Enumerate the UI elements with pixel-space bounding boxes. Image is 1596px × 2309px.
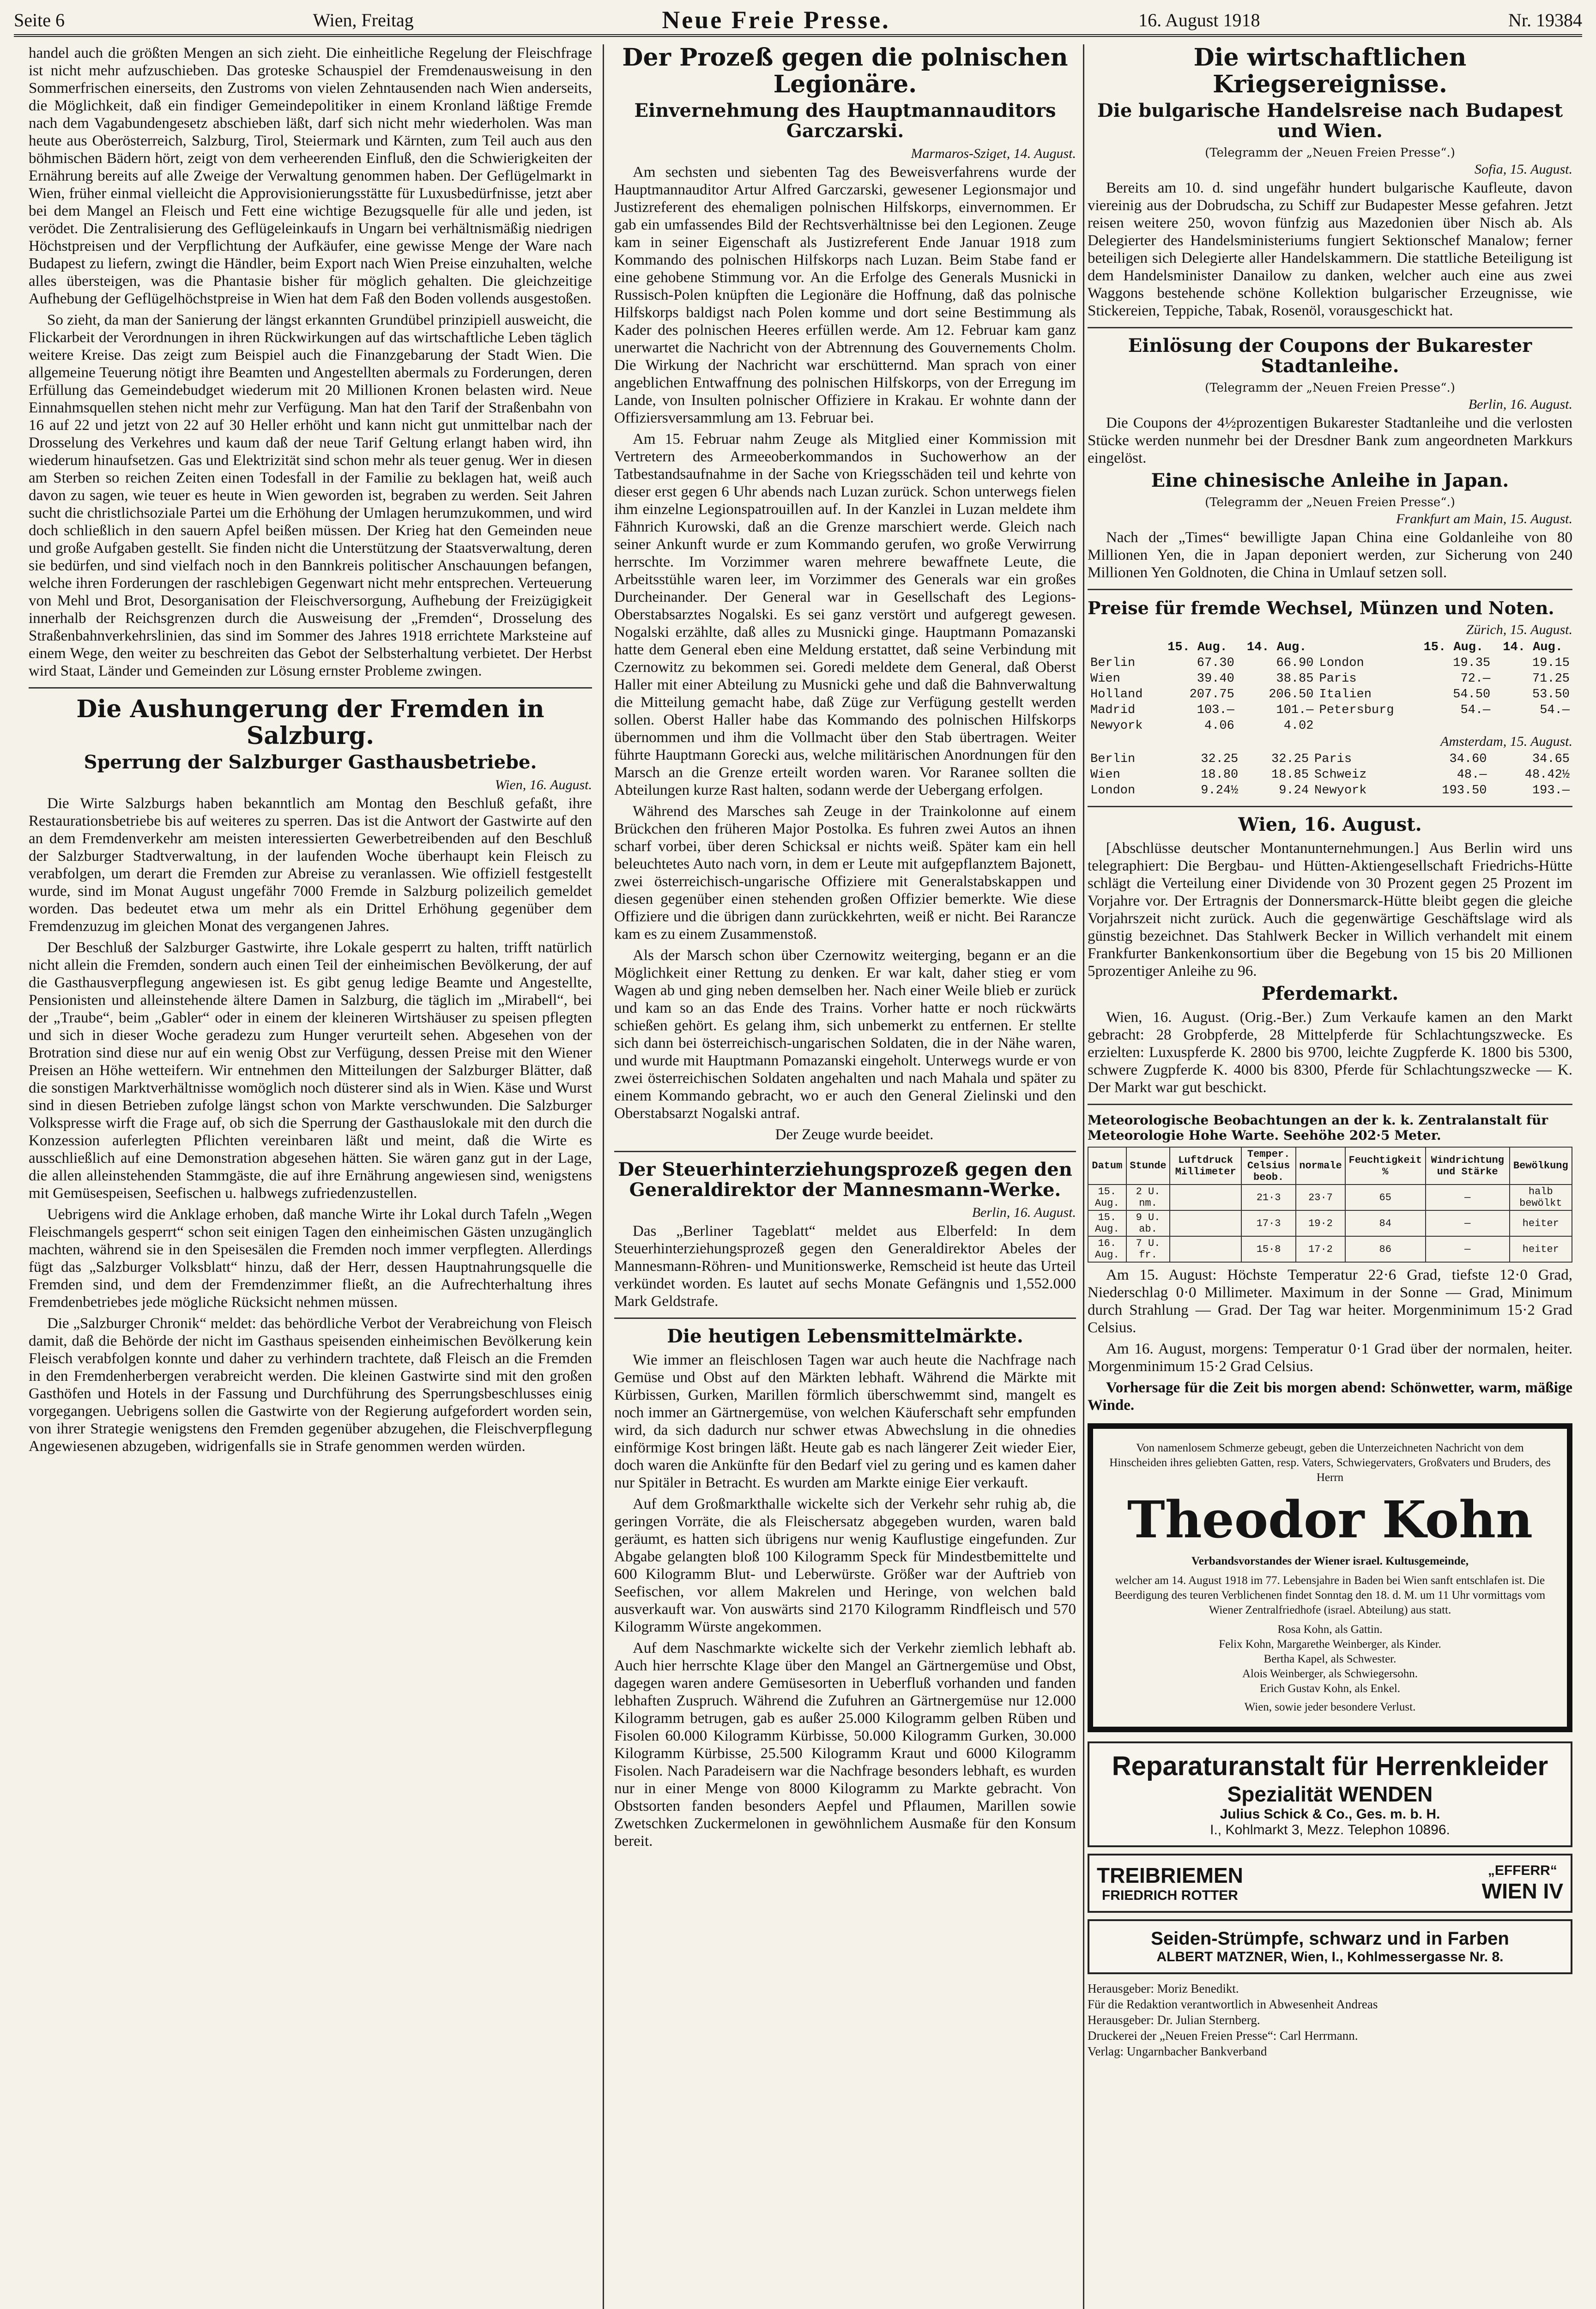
column-header: Feuchtigkeit % (1345, 1147, 1426, 1185)
table-cell: Italien (1319, 688, 1372, 701)
notice-text: welcher am 14. August 1918 im 77. Lebensjahre in Baden bei Wien sanft entschlafen ist. Die Beerdigung des teuren Verblichenen findet Sonntag den 18. d. M. um 11 Uhr vormittags vom Wiener Zentralfriedhofe (israel. Abteilung) aus statt. (1114, 1574, 1546, 1616)
article-paragraph: Am 15. August: Höchste Temperatur 22·6 Grad, tiefste 12·0 Grad, Niederschlag 0·0 Millimeter. Maximum in der Sonne — Grad, Minimum durch Strahlung — Grad. Der Tag war heiter. Morgenminimum 15·2 Grad Celsius. (1088, 1267, 1572, 1336)
table-cell: — (1426, 1185, 1510, 1210)
dateline: Zürich, 15. August. (1466, 622, 1572, 637)
imprint-line: Für die Redaktion verantwortlich in Abwesenheit Andreas (1088, 1997, 1378, 2011)
article-paragraph: Auf dem Großmarkthalle wickelte sich der Verkehr sehr ruhig ab, die geringen Vorräte, die als Fleischersatz abgegeben wurden, waren bald geräumt, es hatten sich übrigens nur wenig Kauflustige eingefunden. Zur Abgabe gelangten bloß 100 Kilogramm Speck für Mindestbemittelte und 600 Kilogramm Blut- und Leberwürste. Größer war der Auftrieb von Seefischen, vor allem Makrelen und Heringe, von welchen bald ausverkauft war. Von auswärts sind 2170 Kilogramm Rindfleisch und 570 Kilogramm Würste angekommen. (614, 1496, 1076, 1635)
signature: Bertha Kapel, als Schwester. (1264, 1653, 1396, 1665)
table-cell: 67.30 (1197, 656, 1234, 670)
exchange-row (1088, 783, 1572, 798)
table-cell: 34.65 (1532, 752, 1570, 766)
table-cell: Berlin (1090, 752, 1136, 766)
weather-row (1088, 1185, 1572, 1210)
table-cell: 18.80 (1201, 768, 1239, 782)
dateline: Berlin, 16. August. (972, 1205, 1076, 1220)
dateline: Berlin, 16. August. (1468, 397, 1572, 412)
table-cell: 207.75 (1189, 688, 1234, 701)
table-cell: 19.15 (1532, 656, 1570, 670)
imprint-line: Herausgeber: Moriz Benedikt. (1088, 1982, 1239, 1995)
article-paragraph: So zieht, da man der Sanierung der längst erkannten Grundübel prinzipiell ausweicht, die Flickarbeit der Verordnungen in ihren Rückwirkungen auf das wirtschaftliche Leben täglich weitere Kreise. Das zeigt zum Beispiel auch die Finanzgebarung der Stadt Wien. Die allgemeine Teuerung nötigt ihre Beamten und Angestellten abermals zu Forderungen, deren Erfüllung das Gemeindebudget wiederum mit 20 Millionen Kronen belasten wird. Neue Einnahmsquellen stehen nicht mehr zur Verfügung. Man hat den Tarif der Straßenbahn von 16 auf 22 und jetzt von 22 auf 30 Heller erhöht und kann nicht gut unmittelbar nach der Drosselung des Verkehres und kaum daß der neue Tarif Geltung erlangt haben wird, ihn wiederum hinaufsetzen. Gas und Elektrizität sind schon mehr als teuer genug. Wer in diesen am Sterben so reichen Zeiten einen Todesfall in der Familie zu beklagen hat, weiß auch davon zu sagen, wie teuer es heute in Wien geworden ist, begraben zu werden. Seit Jahren sucht die christlichsoziale Partei um die Erhöhung der Umlagen herumzukommen, und wird doch schließlich in den sauern Apfel beißen müssen. Der Krieg hat den Gemeinden neue und große Aufgaben gestellt. Sie finden nicht die Unterstützung der Staatsverwaltung, deren sie bedürfen, und sind vielfach noch in den Bannkreis politischer Anschauungen befangen, welche ihren Forderungen der raschlebigen Gegenwart nicht mehr entsprechen. Verteuerung von Mehl und Brot, Desorganisation der Fleischversorgung, Aufhebung der Freizügigkeit innerhalb der Reichsgrenzen durch die Ausweisung der „Fremden“, Drosselung des Straßenbahnverkehrslinien, das sind im Sommer des Jahres 1918 errichtete Marksteine auf einem Wege, den weiter zu beschreiten das Gebot der Selbsterhaltung verbietet. Der Herbst wird Staat, Länder und Gemeinden zur Lösung ernster Probleme zwingen. (29, 312, 592, 679)
column-rule (603, 44, 604, 2309)
telegram-note: (Telegramm der „Neuen Freien Presse“.) (1205, 146, 1455, 160)
advertisement-tailor (1088, 1741, 1572, 1847)
page-header (14, 6, 1582, 37)
table-cell: 65 (1345, 1185, 1426, 1210)
table-cell: — (1426, 1236, 1510, 1262)
article-paragraph: Uebrigens wird die Anklage erhoben, daß manche Wirte ihr Lokal durch Tafeln „Wegen Fleischmangels gesperrt“ schon seit einigen Tagen den einheimischen Gästen unzugänglich machten, während sie in den Speisesälen die Fremden noch immer verpflegten. Allerdings fügt das „Salzburger Volksblatt“ hinzu, daß der Herr, dessen Hauptnahrungsquelle die Fremden sind, und dem der Fremdenzimmer fließt, an die Aufrechterhaltung ihres Fremdenbetriebes jede mögliche Rücksicht nehmen müssen. (29, 1206, 592, 1311)
exchange-row (1088, 655, 1572, 671)
table-cell: 86 (1345, 1236, 1426, 1262)
table-cell: 19·2 (1296, 1210, 1345, 1236)
deceased-role: Verbandsvorstandes der Wiener israel. Kultusgemeinde, (1191, 1555, 1469, 1567)
column-rule (1083, 44, 1084, 2309)
divider (614, 1151, 1076, 1152)
table-cell: Newyork (1314, 784, 1367, 798)
table-cell (1493, 718, 1572, 734)
table-cell: 7 U. fr. (1126, 1236, 1170, 1262)
table-cell: Schweiz (1314, 768, 1367, 782)
table-cell: 9.24½ (1201, 784, 1239, 798)
table-cell (1170, 1210, 1241, 1236)
issue-number: Nr. 19384 (1508, 9, 1582, 30)
table-cell: 16. Aug. (1088, 1236, 1126, 1262)
ad-firm: FRIEDRICH ROTTER (1101, 1888, 1238, 1903)
column-header: Datum (1088, 1147, 1126, 1185)
article-paragraph: Die „Salzburger Chronik“ meldet: das behördliche Verbot der Verabreichung von Fleisch damit, daß die Behörde der nicht im Gasthaus speisenden einheimischen Bevölkerung kein Fleisch verabfolgen konnte und daher zu verhindern trachtete, daß Fleisch an die Fremden in den Fremdenherbergen verabreicht werden. Die kleinen Gastwirte sind mit den großen Gasthöfen und Hotels in der Fassung und Durchführung des Sperrungsbeschlusses einig vorgegangen. Uebrigens sollen die Gastwirte von der Regierung aufgefordert worden sein, von ihrer Strategie wenigstens den Fremden gegenüber abzugehen, die Fleischverpflegung Angewiesenen abzugeben, widrigenfalls sie in Strafe genommen werden würden. (29, 1315, 592, 1455)
headline: Einlösung der Coupons der Bukarester Stadtanleihe. (1128, 335, 1532, 377)
article-paragraph: Das „Berliner Tageblatt“ meldet aus Elberfeld: In dem Steuerhinterziehungsprozeß gegen den Generaldirektor Abeles der Mannesmann-Röhren- und Munitionswerke, Remscheid ist heute das Urteil verkündet worden. Es lautet auf sechs Monate Gefängnis und 1,552.000 Mark Geldstrafe. (614, 1223, 1076, 1310)
article-paragraph: Bereits am 10. d. sind ungefähr hundert bulgarische Kaufleute, davon viereinig aus der Dobrudscha, zu Schiff zur Budapester Messe gefahren. Jetzt reisen weitere 250, wovon fünfzig aus Mazedonien über Nisch ab. Als Delegierter des Handelsministeriums fungiert Sektionschef Manalow; ferner beteiligen sich Delegierte aller Handelskammern. Die stattliche Beteiligung ist dem Handelsminister Danailow zu danken, welcher auch eine aus zwei Waggons bestehende schöne Kollektion bulgarischer Erzeugnisse, wie Stickereien, Teppiche, Tabak, Rosenöl, vorausgeschickt hat. (1088, 180, 1572, 319)
imprint-line: Verlag: Ungarnbacher Bankverband (1088, 2044, 1267, 2058)
weather-table (1088, 1147, 1572, 1263)
article-paragraph: Wie immer an fleischlosen Tagen war auch heute die Nachfrage nach Gemüse und Obst auf den Märkten lebhaft. Während die Märkte mit Kürbissen, Gurken, Marillen förmlich überschwemmt sind, mangelt es noch immer an Gärtnergemüse, von welchen Käuferschaft sehr empfunden wird, da sich dadurch nur schwer etwas Abwechslung in die ohnedies einförmige Kost bringen läßt. Heute gab es nach längerer Zeit wieder Eier, doch waren die Ankünfte für den Bedarf viel zu gering und es kamen daher nur Spitäler in Betracht. Es wurden am Markte einige Eier verkauft. (614, 1352, 1076, 1491)
table-cell: 21·3 (1241, 1185, 1296, 1210)
city-day: Wien, Freitag (313, 9, 414, 30)
dateline: Wien, 16. August. (495, 777, 592, 792)
imprint (1088, 1981, 1572, 2059)
divider (29, 687, 592, 689)
table-cell: 17·3 (1241, 1210, 1296, 1236)
ad-firm: Julius Schick & Co., Ges. m. b. H. (1220, 1807, 1440, 1822)
table-cell: halb bewölkt (1510, 1185, 1572, 1210)
table-cell: 4.06 (1204, 719, 1234, 733)
table-cell: 2 U. nm. (1126, 1185, 1170, 1210)
article-paragraph: handel auch die größten Mengen an sich zieht. Die einheitliche Regelung der Fleischfrage ist nicht mehr aufzuschieben. Das groteske Schauspiel der Fremdenausweisung in den Sommerfrischen einerseits, den Zustroms von vielen Zehntausenden nach Wien anderseits, die Möglichkeit, daß ein findiger Gemeindepolitiker in einem Kronland läßtige Fremde nach dem Vagabundengesetz abschieben läßt, darf sich nicht mehr wiederholen. Was man heute aus Oberösterreich, Salzburg, Tirol, Steiermark und Kärnten, zum Teil auch aus den böhmischen Bädern hört, zeigt von dem verheerenden Einfluß, den die Schwierigkeiten der Ernährung bereits auf alle Zweige der Verwaltung genommen haben. Der Geflügelmarkt in Wien, früher einmal vielleicht die Approvisionierungsstätte für Luxusbedürfnisse, jetzt aber bei dem Mangel an Fleisch und Fett eine wichtige Bezugsquelle für alle und jeden, ist verödet. Die Zentralisierung des Geflügeleinkaufs in Ungarn bei verhältnismäßig niedrigen Höchstpreisen und der Verpflichtung der Aufkäufer, eine gewisse Menge der Ware nach Budapest zu liefern, zwingt die Händler, beim Export nach Wien Preise einzuhalten, welche alles übersteigen, was die Phantasie bisher für möglich gehalten. Die gleichzeitige Aufhebung der Geflügelhöchstpreise in Wien hat dem Faß den Boden vollends ausgestoßen. (29, 45, 592, 307)
table-cell: Newyork (1090, 719, 1143, 733)
headline: Der Steuerhinterziehungsprozeß gegen den Generaldirektor der Mannesmann-Werke. (618, 1159, 1072, 1201)
exchange-row (1088, 718, 1572, 734)
table-cell: London (1090, 784, 1136, 798)
page-number: Seite 6 (14, 9, 65, 30)
table-cell: 193.— (1532, 784, 1570, 798)
article-paragraph: Der Beschluß der Salzburger Gastwirte, ihre Lokale gesperrt zu halten, trifft natürlich nicht allein die Fremden, sondern auch einen Teil der einheimischen Bevölkerung, der auf die Gasthausverpflegung angewiesen ist. Es gibt genug ledige Beamte und Angestellte, Pensionisten und alleinstehende ältere Damen in Salzburg, die täglich im „Mirabell“, bei der „Traube“, beim „Gabler“ oder in einem der kleineren Wirtshäuser zu speisen pflegten und sich in dieser Woche geradezu zum Hunger verurteilt sehen. Abgesehen von der Brotration sind diese nur auf ein wenig Obst zur Verfügung, dessen Preise mit den Wiener Preisen an Höhe wetteifern. Wir entnehmen den Mitteilungen der Salzburger Blätter, daß die sonstigen Marktverhältnisse womöglich noch düsterer sind als in Wien. Käse und Wurst sind in diesen Betrieben zufolge längst schon von Markte verschwunden. Die Salzburger Volkspresse wirft die Frage auf, ob sich die Sperrung der Gasthauslokale mit den durch die Konzession auferlegten Pflichten vereinbaren läßt und meint, daß die Wirte es ausschließlich auf eine Demonstration abgesehen hätten. Sie wären ganz gut in der Lage, die allen alleinstehenden Stammgäste, die auf ihre Ernährung angewiesen sind, wenigstens mit Gemüsespeisen, Seefischen u. halbwegs zufriedenzustellen. (29, 939, 592, 1202)
table-cell: 15. Aug. (1088, 1210, 1126, 1236)
subheadline: Einvernehmung des Hauptmannauditors Garczarski. (634, 100, 1056, 142)
article-paragraph: Auf dem Naschmarkte wickelte sich der Verkehr ziemlich lebhaft ab. Auch hier herrschte Klage über den Mangel an Gärtnergemüse und Obst, dagegen waren andere Gemüsesorten in Ueberfluß vorhanden und fanden lebhaften Zuspruch. Während die Zufuhren an Gärtnergemüse nur 12.000 Kilogramm betrugen, gab es außer 25.000 Kilogramm gelben Rüben und Fisolen 60.000 Kilogramm Kürbisse, 50.000 Kilogramm Gurken, 30.000 Kilogramm Kürbisse, 25.500 Kilogramm Kraut und 6000 Kilogramm Fisolen. Nach Paradeisern war die Nachfrage besonders lebhaft, es wurden nur in einer Menge von 8000 Kilogramm zu Markte gebracht. Von Obstsorten fanden besonders Aepfel und Pflaumen, Marillen sowie Zwetschken Zuckermelonen in gewöhnlichem Ausmaße für den Konsum bereit. (614, 1640, 1076, 1850)
table-cell: Paris (1319, 672, 1357, 686)
column-middle (614, 44, 1076, 2309)
weather-row (1088, 1210, 1572, 1236)
table-cell: 23·7 (1296, 1185, 1345, 1210)
article-paragraph: Am sechsten und siebenten Tag des Beweisverfahrens wurde der Hauptmannauditor Artur Alfred Garczarski, gewesener Legionsmajor und Justizreferent des ehemaligen polnischen Hilfskorps, einvernommen. Er gab ein umfassendes Bild der Rechtsverhältnisse bei den Legionen. Zeuge kam in seiner Eigenschaft als Justizreferent Ende Januar 1918 zum Kommando des polnischen Hilfskorps nach Luzan. Beim Stabe fand er eine gehobene Stimmung vor. An die Erfolge des Generals Musnicki in Russisch-Polen knüpften die Legionäre die Hoffnung, daß das polnische Hilfskorps baldigst nach Polen komme und dort seine Bestimmung als Kader des polnischen Heeres erfüllen werde. Am 12. Februar kam ganz unerwartet die Nachricht von der Abtrennung des Gouvernements Cholm. Die Wirkung der Nachricht war erschütternd. Man sprach von einer angeblichen Entwaffnung des polnischen Hilfskorps, von der Erregung im Lande, von Insulten polnischer Offiziere in Krakau. Er wohnte dann der Offiziersversammlung am 13. Februar bei. (614, 164, 1076, 426)
deceased-name: Theodor Kohn (1127, 1490, 1533, 1549)
signature: Rosa Kohn, als Gattin. (1277, 1623, 1383, 1636)
headline: Die wirtschaftlichen Kriegsereignisse. (1193, 44, 1467, 98)
imprint-line: Druckerei der „Neuen Freien Presse“: Carl Herrmann. (1088, 2029, 1358, 2043)
advertisement-belts (1088, 1854, 1572, 1913)
table-cell: 71.25 (1532, 672, 1570, 686)
column-header: Temper. Celsius beob. (1241, 1147, 1296, 1185)
table-cell: 54.— (1460, 703, 1491, 717)
table-cell: 4.02 (1283, 719, 1314, 733)
signature: Alois Weinberger, als Schwiegersohn. (1242, 1668, 1418, 1680)
article-paragraph: [Abschlüsse deutscher Montanunternehmungen.] Aus Berlin wird uns telegraphiert: Die Bergbau- und Hütten-Aktiengesellschaft Friedrichs-Hütte schlägt die Verteilung einer Dividende von 30 Prozent gegen 25 Prozent im Vorjahre vor. Der Ertragnis der Donnersmarck-Hütte bleibt gegen die gleiche Vorjahrszeit nicht zurück. Auch die gegenwärtige Geschäftslage wird als günstig bezeichnet. Das Stahlwerk Becker in Willich verhandelt mit einem Frankfurter Bankenkonsortium über die Begebung von 15 bis 20 Millionen 5prozentiger Anleihe zu 96. (1088, 840, 1572, 979)
dateline: Frankfurt am Main, 15. August. (1396, 511, 1572, 526)
ad-brand: „EFFERR“ (1487, 1863, 1557, 1878)
article-paragraph: Am 15. Februar nahm Zeuge als Mitglied einer Kommission mit Vertretern des Armeeoberkommandos in Suchowerhow an der Tatbestandsaufnahme in der Sache von Kriegsschäden teil und kehrte von dieser erst gegen 6 Uhr abends nach Luzan zurück. Schon unterwegs fielen ihm einzelne Legionspatrouillen auf. In der Kanzlei in Luzan meldete ihm Fähnrich Kurowski, daß an die Grenze marschiert werde. Gleich nach seiner Ankunft wurde er zum Kommando gerufen, wo große Verwirrung herrschte. Im Vorzimmer waren mehrere bewaffnete Leute, die Arbeitsstühle waren leer, im Vorzimmer des Generals war ein großes Durcheinander. Der General war in Gesellschaft des Legions-Oberstabsarztes Nogalski. Es sei ganz verstört und aufgeregt gewesen. Nogalski erzählte, daß alles zu Musnicki ginge. Hauptmann Pomazanski hatte dem General eben eine Meldung erstattet, daß seine Verbindung mit Czernowitz zu bekommen sei. Goredi meldete dem General, daß Oberst Haller mit einer Abteilung zu Musnicki gehe und daß die Bahnverwaltung die Mitteilung gemacht habe, daß Züge zur Verfügung gestellt werden sollen. Oberst Haller habe das Kommando des polnischen Hilfskorps übernommen und ihm die Vollmacht über den Stab übertragen. Weiter führte Hauptmann Gorecki aus, welche militärischen Anordnungen für den Marsch an die Grenze erteilt worden waren. Vor Raranee sollten die Abteilungen kurze Rast halten, sodann werde der Uebergang erfolgen. (614, 431, 1076, 798)
article-paragraph: Der Zeuge wurde beeidet. (775, 1126, 934, 1143)
dateline: Sofia, 15. August. (1475, 162, 1572, 177)
table-cell: — (1426, 1210, 1510, 1236)
column-header: Luftdruck Millimeter (1170, 1147, 1241, 1185)
table-cell: 9 U. ab. (1126, 1210, 1170, 1236)
table-cell: London (1319, 656, 1364, 670)
imprint-line: Herausgeber: Dr. Julian Sternberg. (1088, 2013, 1260, 2027)
table-cell: 66.90 (1276, 656, 1314, 670)
headline: Pferdemarkt. (1261, 983, 1399, 1004)
headline: Der Prozeß gegen die polnischen Legionäre. (622, 44, 1068, 98)
table-cell: heiter (1510, 1236, 1572, 1262)
column-header: 15. Aug. (1423, 641, 1484, 654)
table-cell: 101.— (1276, 703, 1314, 717)
table-cell: 54.— (1540, 703, 1570, 717)
article-paragraph: Als der Marsch schon über Czernowitz weiterging, begann er an die Möglichkeit einer Rettung zu denken. Er war kalt, daher stieg er vom Wagen ab und ging neben demselben her. Nach einer Weile blieb er zurück und kam so an das Ende des Trains. Vorher hatte er noch rückwärts schießen gehört. Es gelang ihm, sich unbemerkt zu entfernen. Er stellte sich dann bei österreichisch-ungarischen Soldaten, die in der Nähe waren, und wurde mit Hauptmann Pomazanski eingeholt. Unterwegs wurde er von zwei österreichischen Soldaten angehalten und nach Mahala und später zu einem Kommando gebracht, wo er auch den General Zielinski und den Oberstabsarzt Nogalski antraf. (614, 947, 1076, 1122)
ad-specialty: Spezialität WENDEN (1227, 1782, 1433, 1806)
signature: Felix Kohn, Margarethe Weinberger, als Kinder. (1219, 1638, 1441, 1650)
headline: Die heutigen Lebensmittelmärkte. (667, 1325, 1023, 1347)
dateline: Marmaros-Sziget, 14. August. (911, 146, 1076, 161)
column-right (1088, 44, 1572, 2309)
zurich-rates-table (1088, 640, 1572, 734)
table-cell: 9.24 (1279, 784, 1309, 798)
telegram-note: (Telegramm der „Neuen Freien Presse“.) (1205, 381, 1455, 395)
table-cell: Berlin (1090, 656, 1136, 670)
table-cell: Paris (1314, 752, 1352, 766)
table-cell: Petersburg (1319, 703, 1394, 717)
table-cell: 19.35 (1453, 656, 1491, 670)
table-cell: 54.50 (1453, 688, 1491, 701)
table-cell: 48.— (1457, 768, 1487, 782)
table-cell: Wien (1090, 672, 1120, 686)
column-header: normale (1296, 1147, 1345, 1185)
subheadline: Die bulgarische Handelsreise nach Budapest und Wien. (1097, 100, 1563, 142)
table-cell (1170, 1236, 1241, 1262)
dateline: Amsterdam, 15. August. (1440, 734, 1572, 749)
column-header: Stunde (1126, 1147, 1170, 1185)
headline: Eine chinesische Anleihe in Japan. (1151, 470, 1509, 491)
issue-date: 16. August 1918 (1138, 9, 1260, 30)
table-cell: 34.60 (1449, 752, 1487, 766)
notice-intro: Von namenlosem Schmerze gebeugt, geben die Unterzeichneten Nachricht von dem Hinscheiden ihres geliebten Gatten, resp. Vaters, Schwiegervaters, Großvaters und Bruders, des Herrn (1109, 1442, 1551, 1484)
table-cell: 53.50 (1532, 688, 1570, 701)
masthead: Neue Freie Presse. (662, 6, 890, 34)
article-paragraph: Am 16. August, morgens: Temperatur 0·1 Grad über der normalen, heiter. Morgenminimum 15·2 Grad Celsius. (1088, 1341, 1572, 1375)
table-cell: 72.— (1460, 672, 1491, 686)
table-cell: 17·2 (1296, 1236, 1345, 1262)
forecast: Vorhersage für die Zeit bis morgen abend: Schönwetter, warm, mäßige Winde. (1088, 1379, 1572, 1414)
ad-title: TREIBRIEMEN (1097, 1863, 1243, 1887)
telegram-note: (Telegramm der „Neuen Freien Presse“.) (1205, 496, 1455, 509)
table-cell (1170, 1185, 1241, 1210)
advertisement-stockings (1088, 1919, 1572, 1974)
table-cell: Wien (1090, 768, 1120, 782)
article-paragraph: Die Wirte Salzburgs haben bekanntlich am Montag den Beschluß gefaßt, ihre Restaurationsbetriebe bis auf weiteres zu sperren. Das ist die Antwort der Gastwirte auf den an dem Fremdenverkehr am meisten interessierten Gewerbetreibenden auf den Beschluß der Salzburger Stadtverwaltung, in der laufenden Woche überhaupt kein Fleisch zu verabfolgen, um derart die Fremden zur Abreise zu veranlassen. Wie offiziell festgestellt wurde, sind im Monat August ungefähr 7000 Fremde in Salzburg polizeilich gemeldet worden. Das bedeutet etwa um mehr als ein Drittel Erhöhung gegenüber dem Fremdenzuzug im gleichen Monat des vergangenen Jahres. (29, 795, 592, 935)
divider (1088, 806, 1572, 807)
ad-city: WIEN IV (1481, 1879, 1563, 1903)
table-cell: 15. Aug. (1088, 1185, 1126, 1210)
ad-title: Seiden-Strümpfe, schwarz und in Farben (1151, 1928, 1509, 1949)
table-cell (1317, 718, 1414, 734)
table-cell: Holland (1090, 688, 1143, 701)
divider (1088, 327, 1572, 328)
headline: Wien, 16. August. (1238, 814, 1422, 835)
death-notice (1088, 1423, 1572, 1732)
table-cell: 48.42½ (1524, 768, 1570, 782)
exchange-row (1088, 702, 1572, 718)
table-cell: 32.25 (1271, 752, 1309, 766)
column-header: 15. Aug. (1167, 641, 1227, 654)
column-header: Bewölkung (1510, 1147, 1572, 1185)
amsterdam-rates-table (1088, 751, 1572, 798)
article-paragraph: Die Coupons der 4½prozentigen Bukarester Stadtanleihe und die verlosten Stücke werden nunmehr bei der Dresdner Bank zum angeordneten Markkurs eingelöst. (1088, 415, 1572, 466)
exchange-row (1088, 767, 1572, 783)
ad-title: Reparaturanstalt für Herrenkleider (1112, 1751, 1548, 1781)
headline: Die Aushungerung der Fremden in Salzburg. (76, 695, 544, 750)
column-header: 14. Aug. (1246, 641, 1307, 654)
table-cell: 15·8 (1241, 1236, 1296, 1262)
table-cell: Madrid (1090, 703, 1136, 717)
ad-address: I., Kohlmarkt 3, Mezz. Telephon 10896. (1210, 1822, 1450, 1838)
column-left (29, 44, 592, 2309)
divider (614, 1318, 1076, 1319)
column-header: Windrichtung und Stärke (1426, 1147, 1510, 1185)
article-paragraph: Nach der „Times“ bewilligte Japan China eine Goldanleihe von 80 Millionen Yen, die in Japan deponiert werden, zur Sicherung von 240 Millionen Yen Goldnoten, die China in Umlauf setzen soll. (1088, 529, 1572, 581)
table-cell: 206.50 (1269, 688, 1314, 701)
column-header: 14. Aug. (1503, 641, 1563, 654)
divider (1088, 589, 1572, 590)
notice-footer: Wien, sowie jeder besondere Verlust. (1244, 1701, 1416, 1713)
exchange-title: Preise für fremde Wechsel, Münzen und Noten. (1088, 598, 1554, 618)
table-cell: 193.50 (1442, 784, 1487, 798)
subheadline: Sperrung der Salzburger Gasthausbetriebe. (84, 751, 537, 773)
table-cell: 84 (1345, 1210, 1426, 1236)
table-cell: 32.25 (1201, 752, 1239, 766)
ad-address: ALBERT MATZNER, Wien, I., Kohlmessergasse Nr. 8. (1156, 1949, 1504, 1964)
divider (1088, 1104, 1572, 1105)
weather-title: Meteorologische Beobachtungen an der k. k. Zentralanstalt für Meteorologie Hohe Warte. Seehöhe 202·5 Meter. (1088, 1112, 1548, 1143)
signature: Erich Gustav Kohn, als Enkel. (1259, 1682, 1401, 1695)
article-paragraph: Wien, 16. August. (Orig.-Ber.) Zum Verkaufe kamen an den Markt gebracht: 28 Grobpferde, 28 Mittelpferde für Schlachtungszwecke. Es erzielten: Luxuspferde K. 2800 bis 9700, leichte Zugpferde K. 1800 bis 5300, schwere Zugpferde K. 4000 bis 8300, Pferde für Schlachtungszwecke — K. Der Markt war gut beschickt. (1088, 1009, 1572, 1096)
table-cell: 18.85 (1271, 768, 1309, 782)
weather-row (1088, 1236, 1572, 1262)
exchange-row (1088, 687, 1572, 702)
table-cell (1414, 718, 1493, 734)
table-cell: heiter (1510, 1210, 1572, 1236)
table-cell: 38.85 (1276, 672, 1314, 686)
article-paragraph: Während des Marsches sah Zeuge in der Trainkolonne auf einem Brückchen den früheren Major Postolka. Es fuhren zwei Autos an ihnen scharf vorbei, über deren Schicksal er nichts weiß. Später kam ein hell beleuchtetes Auto nach vorn, in dem er Leute mit aufgepflanztem Bajonett, zwei österreichisch-ungarische Offiziere mit Generalstabskappen und diesen gegenüber einen stehenden großen Offizier bemerkte. Wie diese Offiziere und die übrigen dann zurückkehrten, weiß er nicht. Bei Rarancze kam es zu einem Zusammenstoß. (614, 803, 1076, 943)
table-cell: 103.— (1197, 703, 1234, 717)
exchange-row (1088, 751, 1572, 767)
table-cell: 39.40 (1197, 672, 1234, 686)
exchange-row (1088, 671, 1572, 687)
